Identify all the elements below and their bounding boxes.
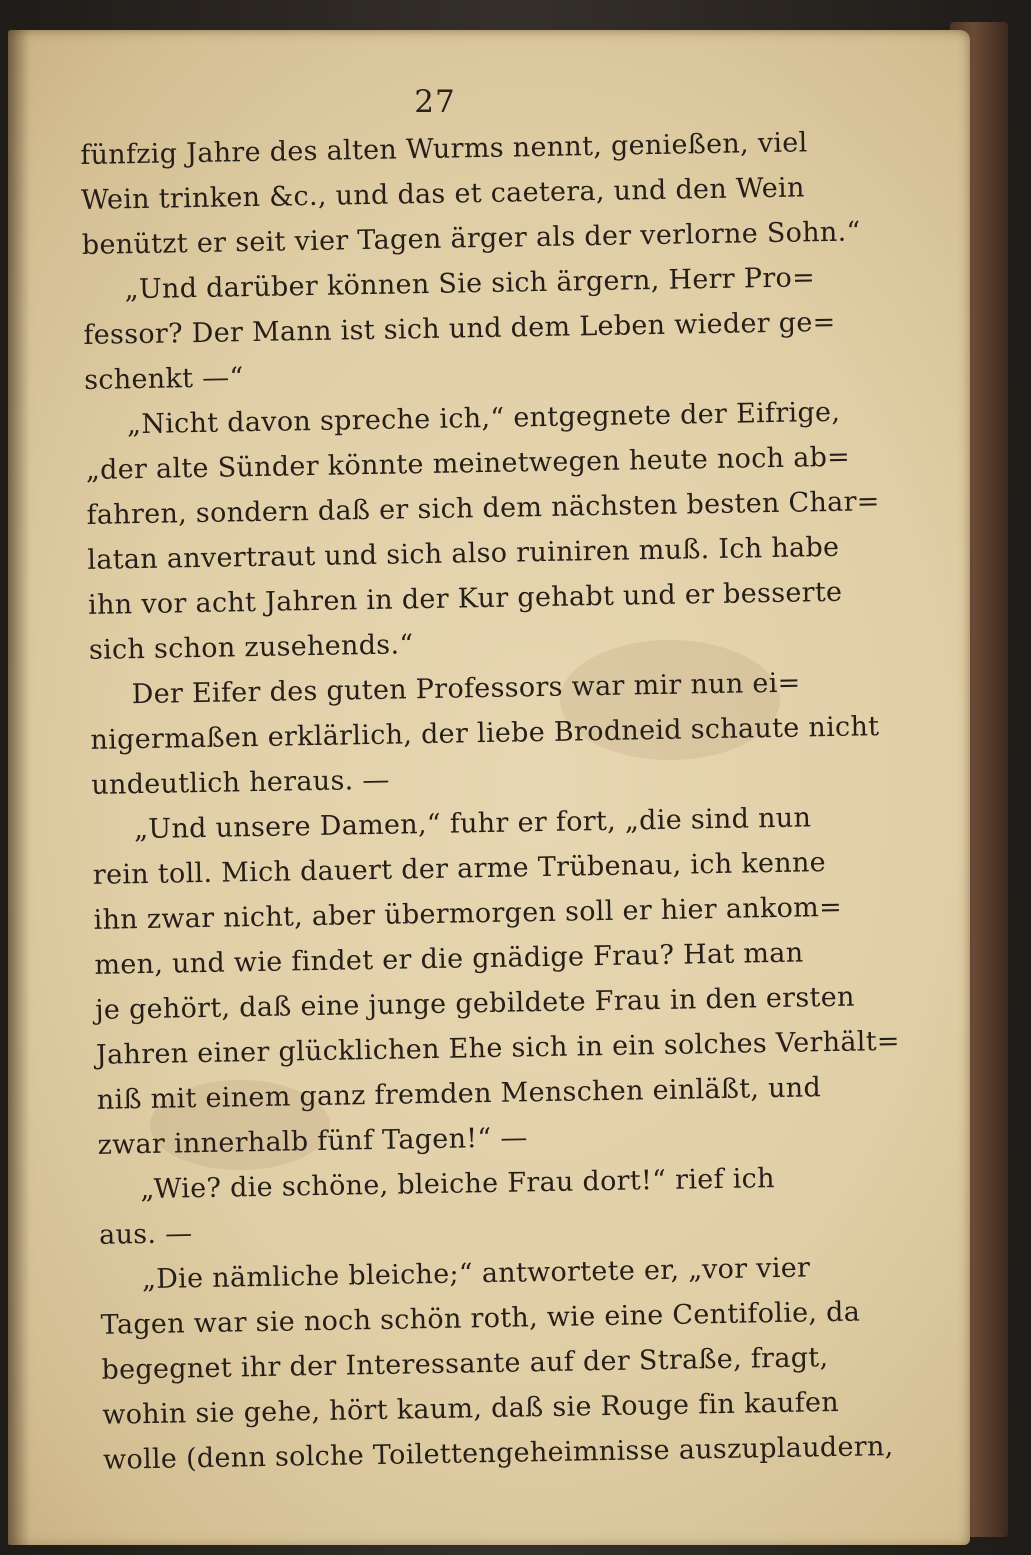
text-line: Der Eifer des guten Professors war mir nun ei= [131,667,801,711]
text-line: begegnet ihr der Interessante auf der Straße, fragt, [101,1342,829,1386]
text-line: „der alte Sünder könnte meinetwegen heute noch ab= [85,441,851,486]
text-line: latan anvertraut und sich also ruiniren muß. Ich habe [87,531,840,576]
page-gutter-shadow [8,30,30,1545]
text-line: Jahren einer glücklichen Ehe sich in ein solches Verhält= [95,1025,901,1071]
text-line: fünfzig Jahre des alten Wurms nennt, genießen, viel [80,127,808,171]
text-line: ihn zwar nicht, aber übermorgen soll er hier ankom= [93,891,843,936]
text-line: wohin sie gehe, hört kaum, daß sie Rouge fin kaufen [102,1386,840,1431]
text-line: „Und unsere Damen,“ fuhr er fort, „die sind nun [133,802,812,846]
page-number: 27 [414,84,456,120]
text-line: benützt er seit vier Tagen ärger als der verlorne Sohn.“ [81,216,861,261]
text-line: wolle (denn solche Toilettengeheimnisse auszuplaudern, [102,1431,894,1476]
text-line: sich schon zusehends.“ [88,629,414,666]
text-line: undeutlich heraus. — [91,764,390,801]
text-line: zwar innerhalb fünf Tagen!“ — [97,1122,528,1161]
text-line: schenkt —“ [83,362,244,396]
text-line: je gehört, daß eine junge gebildete Frau in den ersten [94,981,855,1026]
text-line: aus. — [98,1218,193,1251]
text-line: „Die nämliche bleiche;“ antwortete er, „vor vier [141,1252,811,1296]
text-line: fahren, sondern daß er sich dem nächsten besten Char= [86,486,880,531]
text-line: „Wie? die schöne, bleiche Frau dort!“ rief ich [140,1163,776,1206]
text-line: ihn vor acht Jahren in der Kur gehabt und er besserte [87,576,843,621]
text-line: fessor? Der Mann ist sich und dem Leben wieder ge= [83,306,836,351]
text-line: Tagen war sie noch schön roth, wie eine Centifolie, da [100,1296,861,1341]
text-line: niß mit einem ganz fremden Menschen einläßt, und [96,1072,822,1116]
text-line: nigermaßen erklärlich, der liebe Brodneid schaute nicht [90,711,880,756]
text-line: „Nicht davon spreche ich,“ entgegnete der Eifrige, [126,396,841,441]
text-line: „Und darüber können Sie sich ärgern, Herr Pro= [124,262,816,306]
text-line: rein toll. Mich dauert der arme Trübenau, ich kenne [92,847,827,891]
text-line: men, und wie findet er die gnädige Frau? Hat man [94,937,804,981]
text-line: Wein trinken &c., und das et caetera, und den Wein [80,172,805,216]
